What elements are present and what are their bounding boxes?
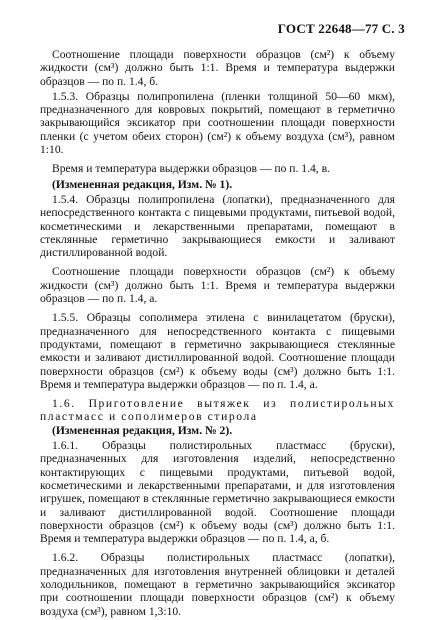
paragraph-1-6-1: 1.6.1. Образцы полистирольных пластмасс (бруски), предназначенных для изготовления изделий, непосредственно контактирующих с пищевыми продуктами, питьевой водой, косметическими и лекарственными препаратами, и для изготовления игрушек, помещают в стеклянные герметично закрывающиеся емкости и заливают дистиллированной водой. Соотношение площади поверхности образцов (см²) к объему воды (см³) должно быть 1:1. Время и температура выдержки образцов — по п. 1.4, а, б. [40,439,395,546]
document-body [40,48,395,620]
paragraph-1-5-4: 1.5.4. Образцы полипропилена (лопатки), предназначенного для непосредственного контакта с пищевыми продуктами, питьевой водой, косметическими и лекарственными препаратами, помещают в стеклянные герметично закрывающиеся емкости и заливают дистиллированной водой. [40,192,395,260]
paragraph-volume-ratio-1: Соотношение площади поверхности образцов (см²) к объему жидкости (см³) должно быть 1:1. Время и температура выдержки образцов — по п. 1.4, б. [40,48,395,88]
paragraph-1-5-3: 1.5.3. Образцы полипропилена (пленки толщиной 50—60 мкм), предназначенного для ковровых покрытий, помещают в герметично закрывающийся эксикатор при соотношении площади поверхности пленки (с учетом обеих сторон) (см²) к объему воздуха (см³), равном 1:10. [40,89,395,157]
paragraph-1-5-5: 1.5.5. Образцы сополимера этилена с винилацетатом (бруски), предназначенного для непосредственного контакта с пищевыми продуктами, помещают в герметично закрывающиеся стеклянные емкости и заливают дистиллированной водой. Соотношение площади поверхности образцов (см²) к объему воды (см³) должно быть 1:1. Время и температура выдержки образцов — по п. 1.4, а. [40,311,395,391]
paragraph-1-6-2: 1.6.2. Образцы полистирольных пластмасс (лопатки), предназначенных для изготовления внутренней облицовки и деталей холодильников, помещают в герметично закрывающийся эксикатор при соотношении площади поверхности образцов (см²) к объему воздуха (см³), равном 1,3:10. [40,551,395,618]
amendment-note-1: (Измененная редакция, Изм. № 1). [52,177,233,191]
paragraph-volume-ratio-2: Соотношение площади поверхности образцов (см²) к объему жидкости (см³) должно быть 1:1. Время и температура выдержки образцов — по п. 1.4, а. [40,265,395,306]
section-heading-1-6: 1.6. Приготовление вытяжек из полистирольных пластмасс и сополимеров стирола [40,397,395,424]
page-header: ГОСТ 22648—77 С. 3 [277,21,405,36]
amendment-note-2: (Измененная редакция, Изм. № 2). [52,423,233,437]
paragraph-time-temp: Время и температура выдержки образцов — по п. 1.4, в. [52,162,330,176]
